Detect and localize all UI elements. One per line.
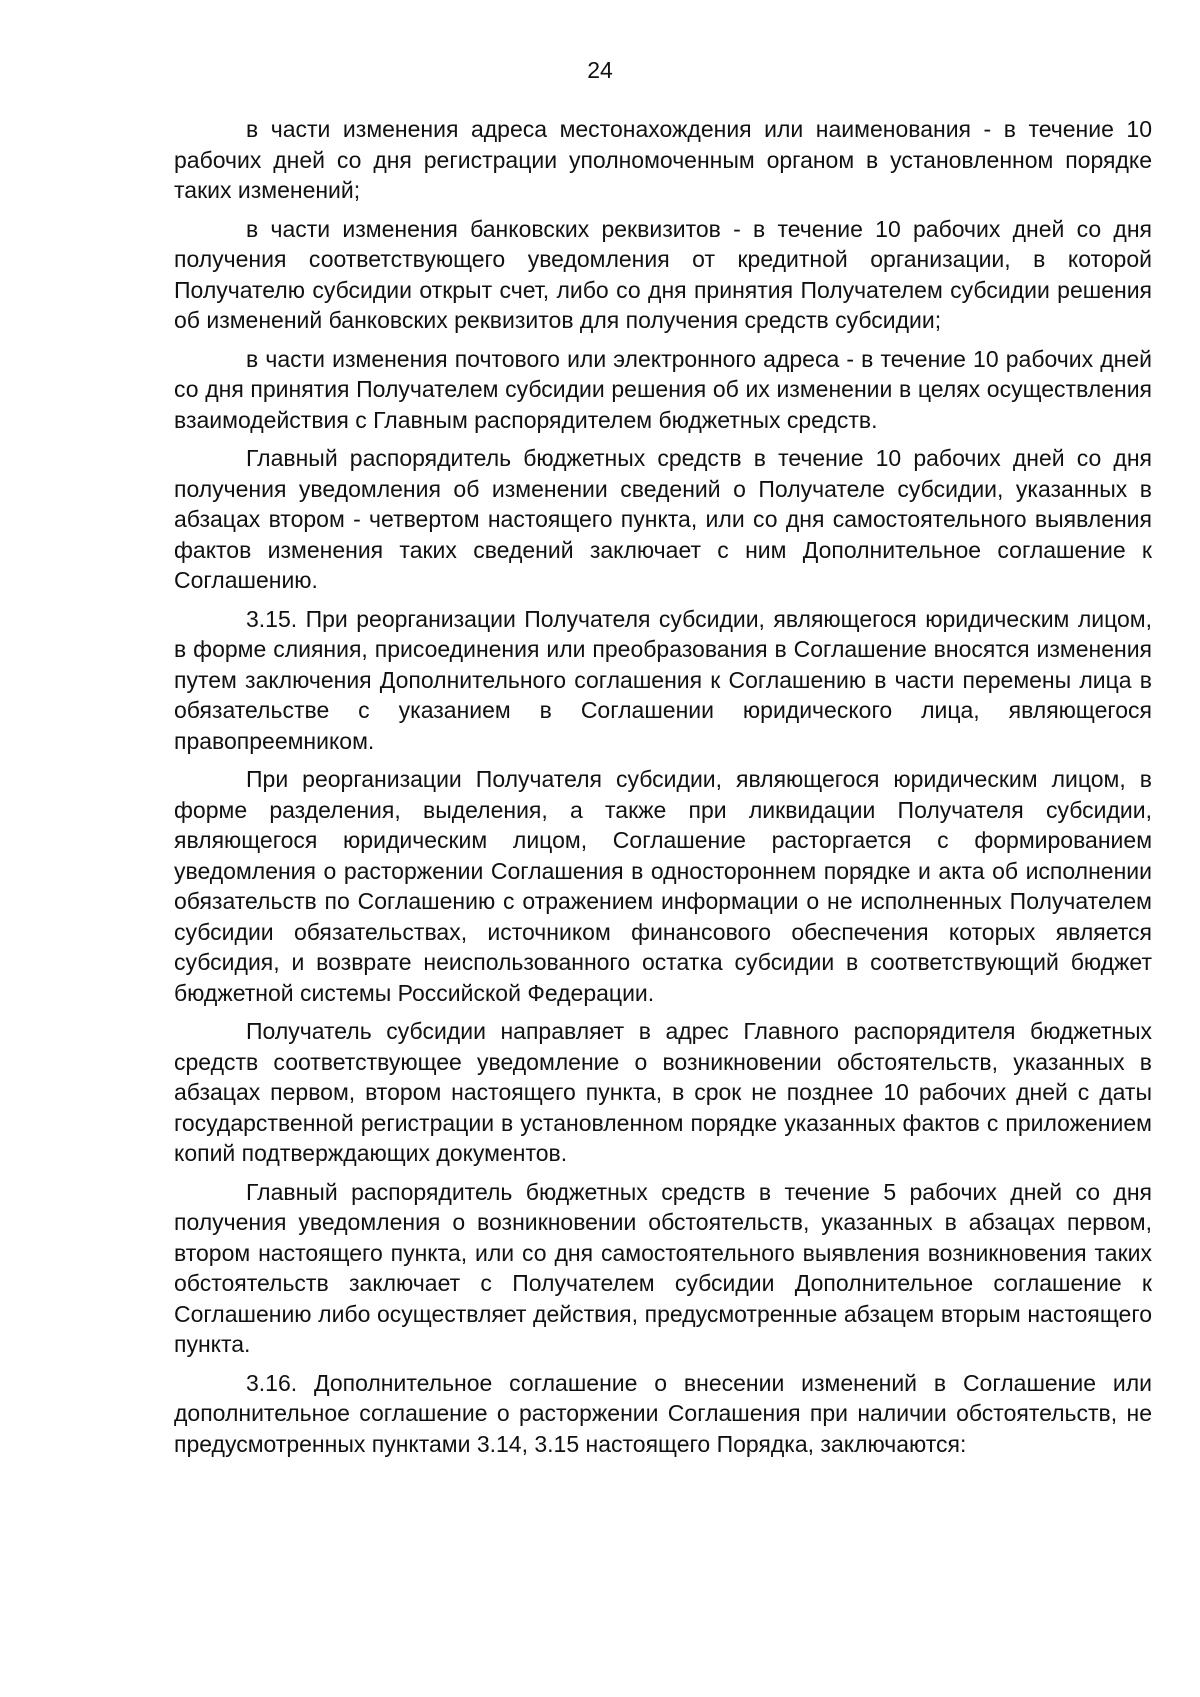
paragraph-bank-details-change: в части изменения банковских реквизитов - в течение 10 рабочих дней со дня получения соответствующего уведомления от кредитной организации, в которой Получателю субсидии открыт счет, либо со дня принятия Получателем субсидии решения об изменений банковских реквизитов для получения средств субсидии;	[174, 215, 1152, 333]
paragraph-notification: Получатель субсидии направляет в адрес Главного распорядителя бюджетных средств соответствующее уведомление о возникновении обстоятельств, указанных в абзацах первом, втором настоящего пункта, в срок не позднее 10 рабочих дней с даты государственной регистрации в установленном порядке указанных фактов с приложением копий подтверждающих документов.	[174, 1018, 1152, 1166]
paragraph-liquidation: При реорганизации Получателя субсидии, являющегося юридическим лицом, в форме разделения, выделения, а также при ликвидации Получателя субсидии, являющегося юридическим лицом, Соглашение расторгается с формированием уведомления о расторжении Соглашения в одностороннем порядке и акта об исполнении обязательств по Соглашению с отражением информации о не исполненных Получателем субсидии обязательствах, источником финансового обеспечения которых является субсидия, и возврате неиспользованного остатка субсидии в соответствующий бюджет бюджетной системы Российской Федерации.	[174, 766, 1152, 1006]
page-number: 24	[587, 57, 613, 83]
paragraph-3-15-reorganization: 3.15. При реорганизации Получателя субсидии, являющегося юридическим лицом, в форме слияния, присоединения или преобразования в Соглашение вносятся изменения путем заключения Дополнительного соглашения к Соглашению в части перемены лица в обязательстве с указанием в Соглашении юридического лица, являющегося правопреемником.	[174, 605, 1152, 754]
paragraph-additional-agreement: Главный распорядитель бюджетных средств в течение 10 рабочих дней со дня получения уведомления об изменении сведений о Получателе субсидии, указанных в абзацах втором - четвертом настоящего пункта, или со дня самостоятельного выявления фактов изменения таких сведений заключает с ним Дополнительное соглашение к Соглашению.	[174, 445, 1152, 593]
paragraph-5-days: Главный распорядитель бюджетных средств в течение 5 рабочих дней со дня получения уведомления о возникновении обстоятельств, указанных в абзацах первом, втором настоящего пункта, или со дня самостоятельного выявления возникновения таких обстоятельств заключает с Получателем субсидии Дополнительное соглашение к Соглашению либо осуществляет действия, предусмотренные абзацем вторым настоящего пункта.	[174, 1178, 1152, 1357]
paragraph-address-change: в части изменения адреса местонахождения или наименования - в течение 10 рабочих дней со дня регистрации уполномоченным органом в установленном порядке таких изменений;	[174, 116, 1152, 203]
document-body	[174, 114, 1152, 1467]
paragraph-3-16: 3.16. Дополнительное соглашение о внесении изменений в Соглашение или дополнительное соглашение о расторжении Соглашения при наличии обстоятельств, не предусмотренных пунктами 3.14, 3.15 настоящего Порядка, заключаются:	[174, 1369, 1152, 1457]
paragraph-postal-email-change: в части изменения почтового или электронного адреса - в течение 10 рабочих дней со дня принятия Получателем субсидии решения об их изменении в целях осуществления взаимодействия с Главным распорядителем бюджетных средств.	[174, 345, 1152, 433]
